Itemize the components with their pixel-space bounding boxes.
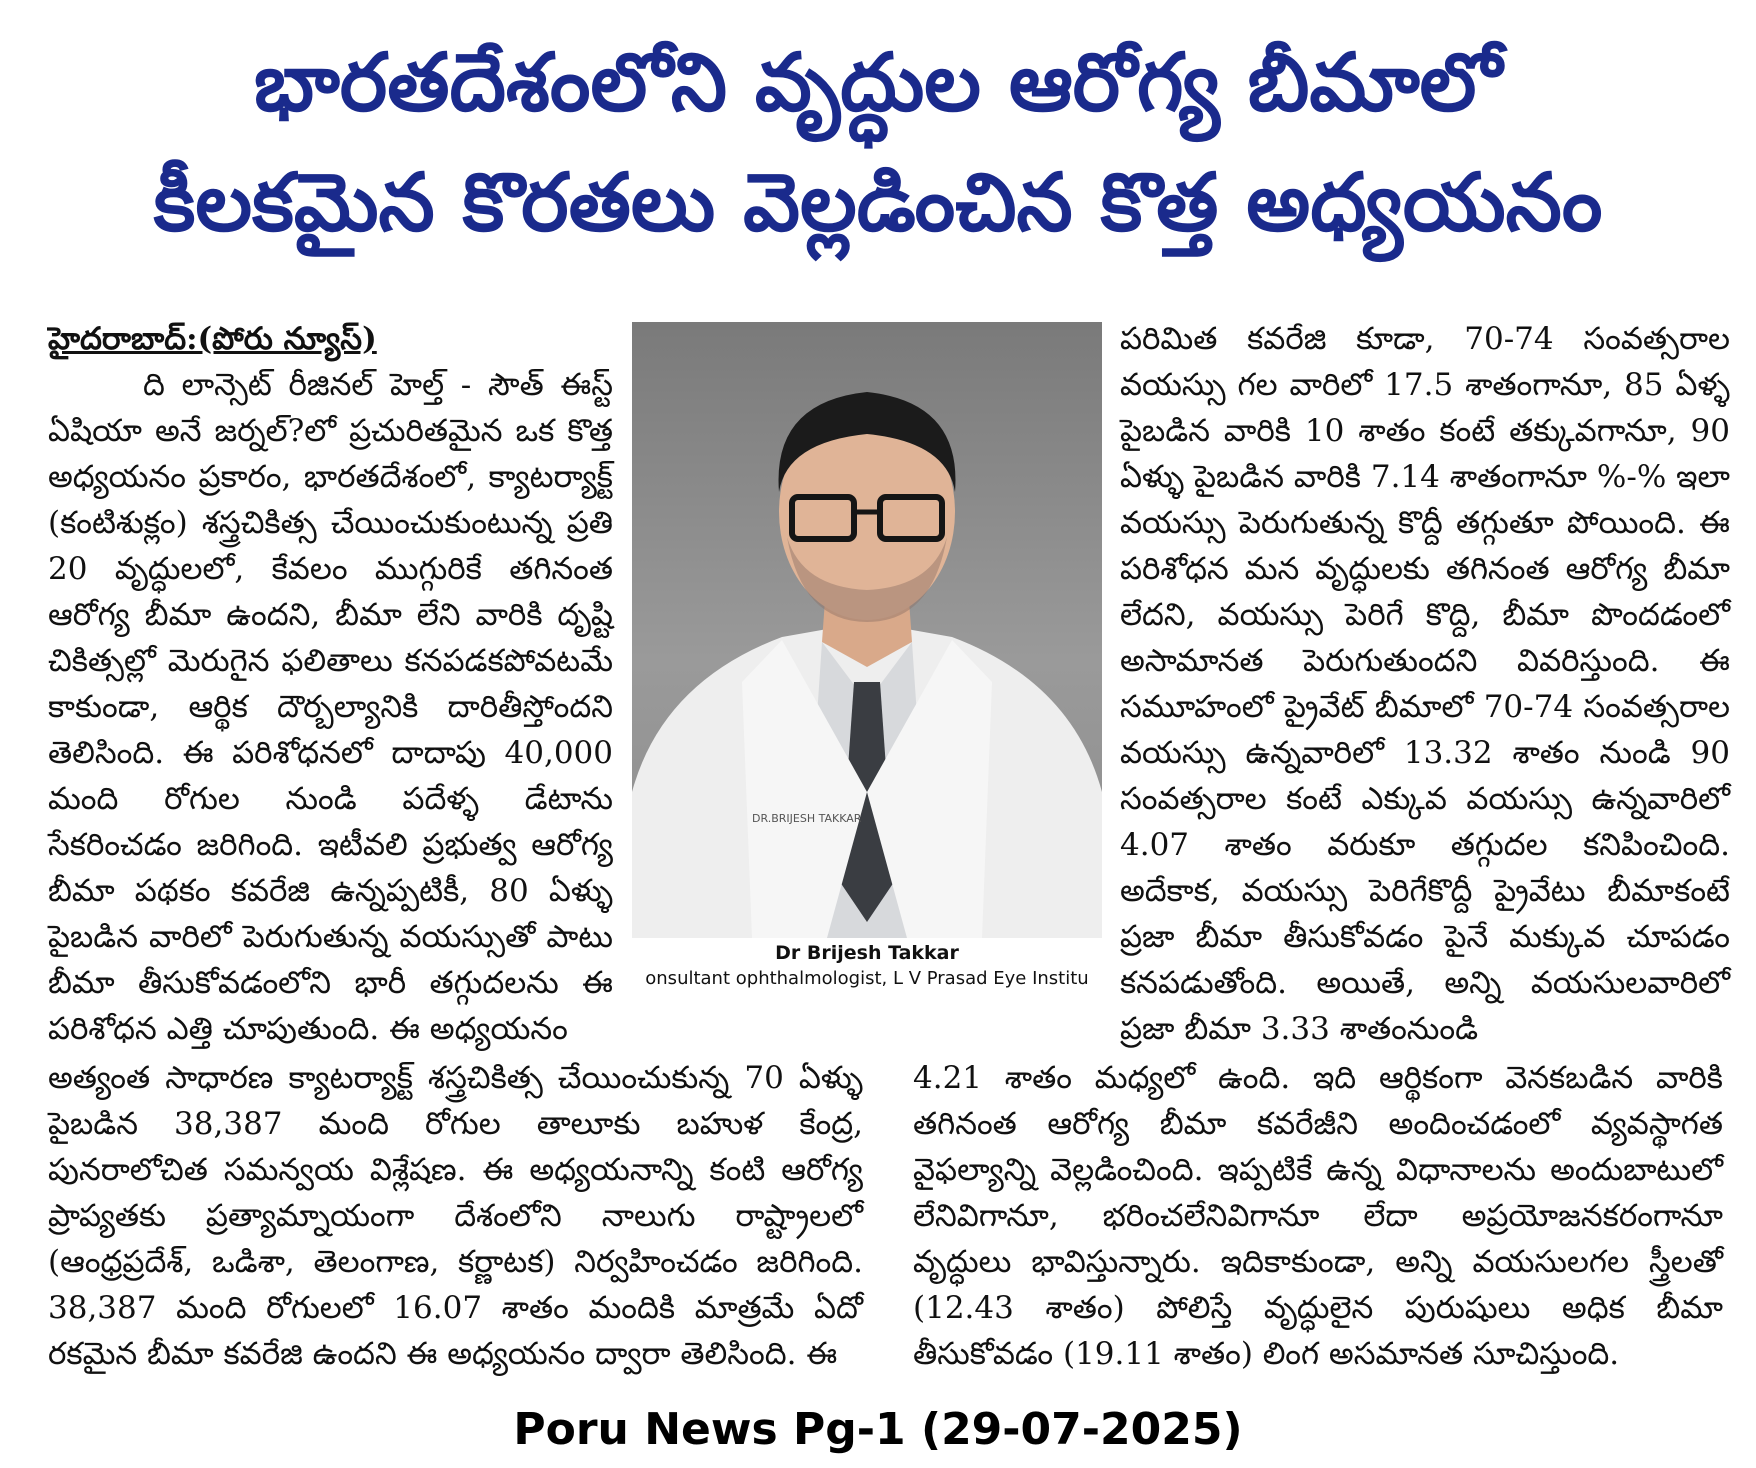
dateline: హైదరాబాద్:(పోరు న్యూస్) [48, 321, 377, 357]
article-body-1: ది లాన్సెట్ రీజినల్ హెల్త్ - సౌత్ ఈస్ట్ ఏషియా అనే జర్నల్?లో ప్రచురితమైన ఒక కొత్త అధ్యయనం ప్రకారం, భారతదేశంలో, క్యాటర్యాక్ట్ (కంటిశుక్లం) శస్త్రచికిత్స చేయించుకుంటున్న ప్రతి 20 వృద్ధులలో, కేవలం ముగ్గురికే తగినంత ఆరోగ్య బీమా ఉందని, బీమా లేని వారికి దృష్టి చికిత్సల్లో మెరుగైన ఫలితాలు కనపడకపోవటమే కాకుండా, ఆర్థిక దౌర్బల్యానికి దారితీస్తోందని తెలిసింది. ఈ పరిశోధనలో దాదాపు 40,000 మంది రోగుల నుండి పదేళ్ళ డేటాను సేకరించడం జరిగింది. ఇటీవలి ప్రభుత్వ ఆరోగ్య బీమా పథకం కవరేజి ఉన్నప్పటికీ, 80 ఏళ్ళు పైబడిన వారిలో పెరుగుతున్న వయస్సుతో పాటు బీమా తీసుకోవడంలోని భారీ తగ్గుదలను ఈ పరిశోధన ఎత్తి చూపుతుంది. ఈ అధ్యయనం [48, 367, 613, 1047]
photo-caption-name: Dr Brijesh Takkar [775, 942, 959, 964]
article-body-4: 4.21 శాతం మధ్యలో ఉంది. ఇది ఆర్థికంగా వెనకబడిన వారికి తగినంత ఆరోగ్య బీమా కవరేజీని అందించడంలో వ్యవస్థాగత వైఫల్యాన్ని వెల్లడించింది. ఇప్పటికే ఉన్న విధానాలను అందుబాటులో లేనివిగానూ, భరించలేనివిగానూ లేదా అప్రయోజనకరంగానూ వృద్ధులు భావిస్తున్నారు. ఇదికాకుండా, అన్ని వయసులగల స్త్రీలతో (12.43 శాతం) పోలిస్తే వృద్ధులైన పురుషులు అధిక బీమా తీసుకోవడం (19.11 శాతం) లింగ అసమానత సూచిస్తుంది. [913, 1060, 1723, 1372]
photo-caption-role: onsultant ophthalmologist, L V Prasad Eye Institu [645, 968, 1089, 989]
doctor-photo [632, 322, 1102, 938]
headline-line-2: కీలకమైన కొరతలు వెల్లడించిన కొత్త అధ్యయనం [153, 156, 1603, 249]
article-column-2 [1120, 316, 1730, 1052]
article-body-3: అత్యంత సాధారణ క్యాటర్యాక్ట్ శస్త్రచికిత్స చేయించుకున్న 70 ఏళ్ళు పైబడిన 38,387 మంది రోగుల తాలూకు బహుళ కేంద్ర, పునరాలోచిత సమన్వయ విశ్లేషణ. ఈ అధ్యయనాన్ని కంటి ఆరోగ్య ప్రాప్యతకు ప్రత్యామ్నాయంగా దేశంలోని నాలుగు రాష్ట్రాలలో (ఆంధ్రప్రదేశ్, ఒడిశా, తెలంగాణ, కర్ణాటక) నిర్వహించడం జరిగింది. 38,387 మంది రోగులలో 16.07 శాతం మందికి మాత్రమే ఏదో రకమైన బీమా కవరేజి ఉందని ఈ అధ్యయనం ద్వారా తెలిసింది. ఈ [48, 1060, 863, 1372]
footer-page-label: Poru News Pg-1 (29-07-2025) [513, 1404, 1243, 1455]
article-column-1 [48, 316, 613, 1052]
article-column-3 [48, 1055, 863, 1377]
article-column-4 [913, 1055, 1723, 1377]
article-body-2: పరిమిత కవరేజి కూడా, 70-74 సంవత్సరాల వయస్సు గల వారిలో 17.5 శాతంగానూ, 85 ఏళ్ళ పైబడిన వారికి 10 శాతం కంటే తక్కువగానూ, 90 ఏళ్ళు పైబడిన వారికి 7.14 శాతంగానూ %-% ఇలా వయస్సు పెరుగుతున్న కొద్దీ తగ్గుతూ పోయింది. ఈ పరిశోధన మన వృద్ధులకు తగినంత ఆరోగ్య బీమా లేదని, వయస్సు పెరిగే కొద్ది, బీమా పొందడంలో అసామానత పెరుగుతుందని వివరిస్తుంది. ఈ సమూహంలో ప్రైవేట్ బీమాలో 70-74 సంవత్సరాల వయస్సు ఉన్నవారిలో 13.32 శాతం నుండి 90 సంవత్సరాల కంటే ఎక్కువ వయస్సు ఉన్నవారిలో 4.07 శాతం వరుకూ తగ్గుదల కనిపించింది. అదేకాక, వయస్సు పెరిగేకొద్దీ ప్రైవేటు బీమాకంటే ప్రజా బీమా తీసుకోవడం పైనే మక్కువ చూపడం కనపడుతోంది. అయితే, అన్ని వయసులవారిలో ప్రజా బీమా 3.33 శాతంనుండి [1120, 321, 1730, 1047]
headline-line-1: భారతదేశంలోని వృద్ధుల ఆరోగ్య బీమాలో [254, 36, 1502, 129]
coat-label: DR.BRIJESH TAKKAR [752, 812, 862, 825]
